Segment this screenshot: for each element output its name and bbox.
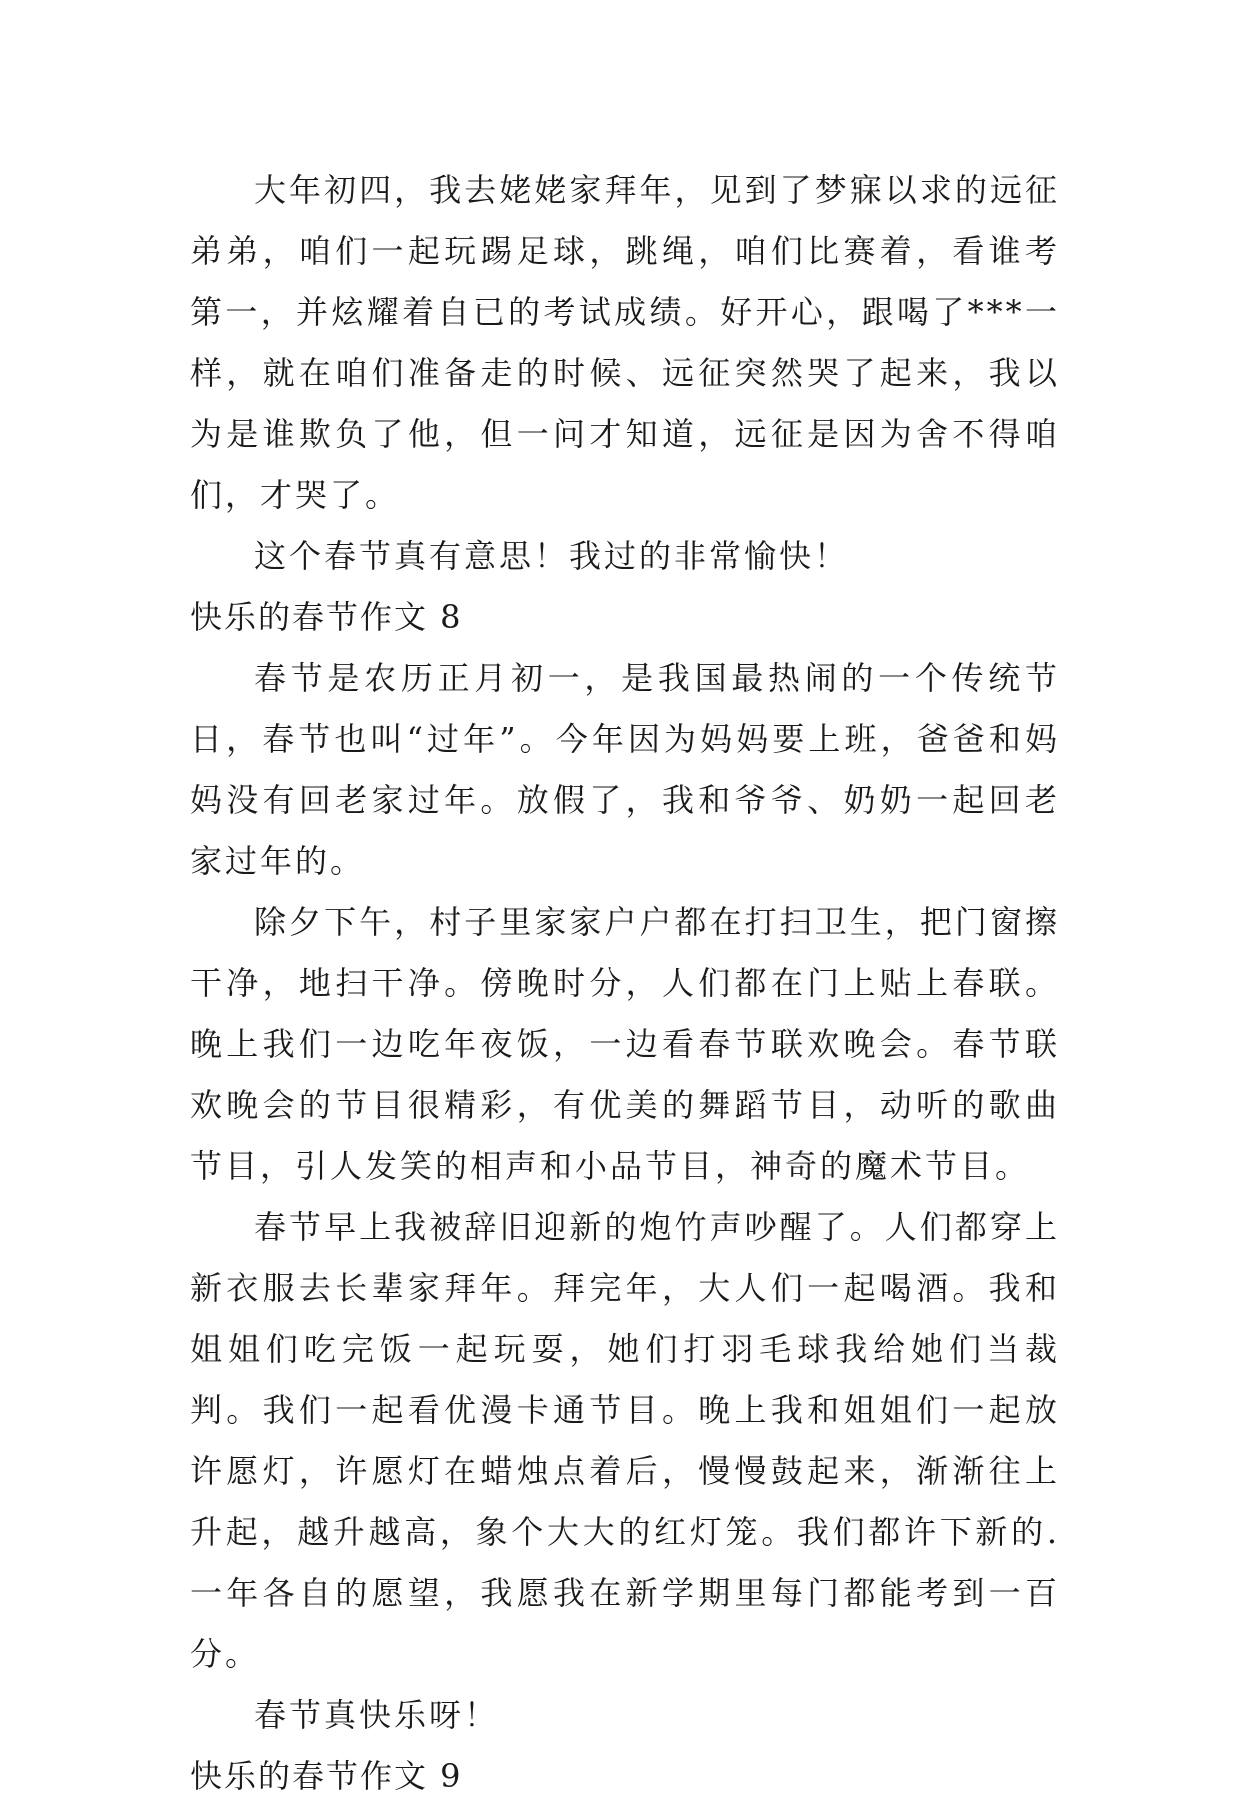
- paragraph-visit-grandma: 大年初四，我去姥姥家拜年，见到了梦寐以求的远征弟弟，咱们一起玩踢足球，跳绳，咱们比赛着，看谁考第一，并炫耀着自已的考试成绩。好开心，跟喝了***一样，就在咱们准备走的时候、远征突然哭了起来，我以为是谁欺负了他，但一问才知道，远征是因为舍不得咱们，才哭了。: [190, 171, 1060, 514]
- essay-heading-9: 快乐的春节作文 9: [190, 1757, 463, 1795]
- paragraph-new-year-eve: 除夕下午，村子里家家户户都在打扫卫生，把门窗擦干净，地扫干净。傍晚时分，人们都在门上贴上春联。晚上我们一边吃年夜饭，一边看春节联欢晚会。春节联欢晚会的节目很精彩，有优美的舞蹈节目，动听的歌曲节目，引人发笑的相声和小品节目，神奇的魔术节目。: [190, 903, 1060, 1185]
- paragraph-fun-spring-festival: 这个春节真有意思！我过的非常愉快！: [254, 537, 850, 575]
- essay-heading-8: 快乐的春节作文 8: [190, 598, 463, 636]
- paragraph-happy-festival: 春节真快乐呀！: [254, 1696, 500, 1734]
- document-body: [190, 160, 1060, 1807]
- paragraph-new-year-morning: 春节早上我被辞旧迎新的炮竹声吵醒了。人们都穿上新衣服去长辈家拜年。拜完年，大人们一起喝酒。我和姐姐们吃完饭一起玩耍，她们打羽毛球我给她们当裁判。我们一起看优漫卡通节目。晚上我和姐姐们一起放许愿灯，许愿灯在蜡烛点着后，慢慢鼓起来，渐渐往上升起，越升越高，象个大大的红灯笼。我们都许下新的.一年各自的愿望，我愿我在新学期里每门都能考到一百分。: [190, 1208, 1060, 1673]
- paragraph-festival-intro: 春节是农历正月初一，是我国最热闹的一个传统节日，春节也叫“过年”。今年因为妈妈要上班，爸爸和妈妈没有回老家过年。放假了，我和爷爷、奶奶一起回老家过年的。: [190, 659, 1060, 880]
